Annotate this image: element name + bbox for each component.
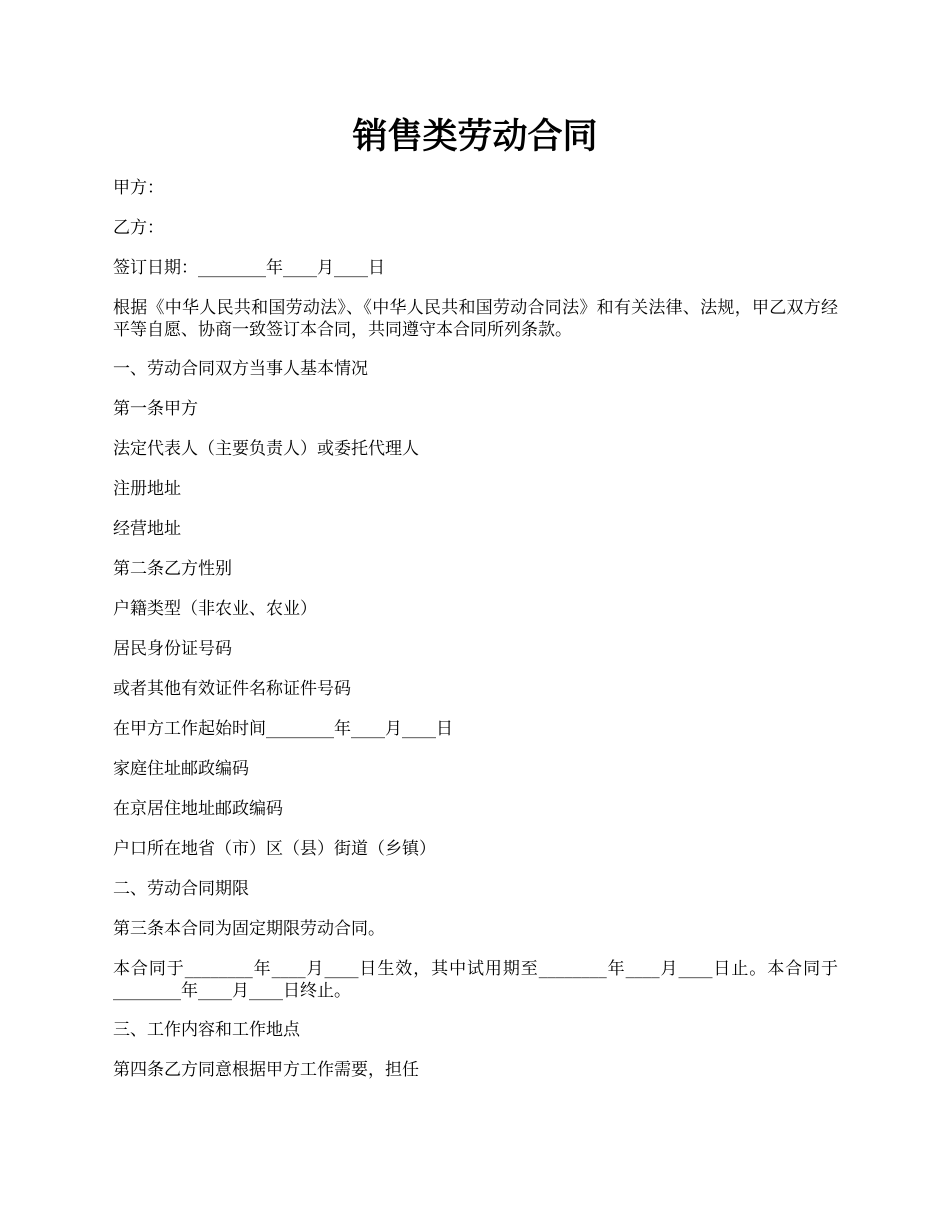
article-1-party-a: 第一条甲方 (113, 399, 198, 419)
id-number-line: 居民身份证号码 (113, 639, 232, 659)
legal-representative-line: 法定代表人（主要负责人）或委托代理人 (113, 439, 419, 459)
preamble-paragraph: 根据《中华人民共和国劳动法》、《中华人民共和国劳动合同法》和有关法律、法规，甲乙双方经平等自愿、协商一致签订本合同，共同遵守本合同所列条款。 (113, 298, 838, 340)
party-a-line: 甲方： (113, 178, 164, 198)
section-heading-work: 三、工作内容和工作地点 (113, 1020, 300, 1040)
home-address-line: 家庭住址邮政编码 (113, 759, 249, 779)
signing-date-line: 签订日期：________年____月____日 (113, 258, 385, 278)
business-address-line: 经营地址 (113, 519, 181, 539)
article-4-position: 第四条乙方同意根据甲方工作需要，担任 (113, 1060, 419, 1080)
section-heading-parties: 一、劳动合同双方当事人基本情况 (113, 359, 368, 379)
other-id-line: 或者其他有效证件名称证件号码 (113, 679, 351, 699)
article-3-fixed-term: 第三条本合同为固定期限劳动合同。 (113, 919, 385, 939)
beijing-address-line: 在京居住地址邮政编码 (113, 799, 283, 819)
section-heading-term: 二、劳动合同期限 (113, 879, 249, 899)
article-2-party-b: 第二条乙方性别 (113, 559, 232, 579)
contract-period-paragraph: 本合同于________年____月____日生效，其中试用期至________年____月____日止。本合同于________年____月____日终止。 (113, 959, 838, 1001)
registered-address-line: 注册地址 (113, 479, 181, 499)
hukou-location-line: 户口所在地省（市）区（县）街道（乡镇） (113, 839, 436, 859)
document-body (113, 177, 838, 1099)
household-type-line: 户籍类型（非农业、农业） (113, 599, 317, 619)
party-b-line: 乙方： (113, 218, 164, 238)
start-date-line: 在甲方工作起始时间________年____月____日 (113, 719, 453, 739)
document-title: 销售类劳动合同 (352, 116, 598, 157)
